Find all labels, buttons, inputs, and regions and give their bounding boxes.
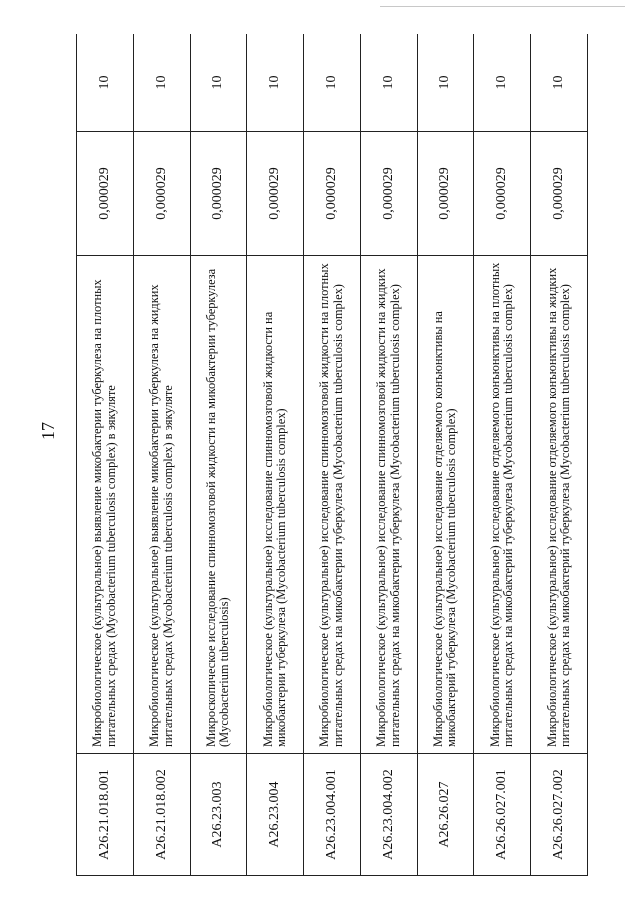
service-coefficient: 0,000029 [77,132,134,256]
service-name: Микробиологическое (культуральное) выявление микобактерии туберкулеза на плотных питательных средах (Mycobacterium tuberculosis complex) в эякуляте [77,256,134,754]
services-table [76,34,588,876]
service-code: A26.23.004.001 [304,754,361,876]
table-rotator [76,34,588,876]
table-row [247,34,304,876]
table-row [77,34,134,876]
service-coefficient: 0,000029 [474,132,531,256]
service-coefficient: 0,000029 [133,132,190,256]
service-name: Микробиологическое (культуральное) исследование отделяемого конъюнктивы на плотных питательных средах на микобактерий туберкулеза (Mycobacterium tuberculosis complex) [474,256,531,754]
service-coefficient: 0,000029 [417,132,474,256]
service-quantity: 10 [360,34,417,132]
scan-border-line [380,6,625,7]
service-name: Микробиологическое (культуральное) исследование отделяемого конъюнктивы на жидких питательных средах на микобактерий туберкулеза (Mycobacterium tuberculosis complex) [531,256,588,754]
service-name: Микробиологическое (культуральное) выявление микобактерии туберкулеза на жидких питательных средах (Mycobacterium tuberculosis complex) в эякуляте [133,256,190,754]
service-name: Микробиологическое (культуральное) исследование отделяемого конъюнктивы на микобактерий туберкулеза (Mycobacterium tuberculosis complex) [417,256,474,754]
service-code: A26.26.027.002 [531,754,588,876]
service-quantity: 10 [133,34,190,132]
service-code: A26.26.027 [417,754,474,876]
table-row [417,34,474,876]
service-name: Микробиологическое (культуральное) исследование спинномозговой жидкости на жидких питательных средах на микобактерии туберкулеза (Mycobacterium tuberculosis complex) [360,256,417,754]
rotated-table-sheet [76,34,588,876]
table-row [133,34,190,876]
service-code: A26.23.003 [190,754,247,876]
service-quantity: 10 [77,34,134,132]
table-row [474,34,531,876]
service-code: A26.21.018.001 [77,754,134,876]
service-quantity: 10 [417,34,474,132]
service-coefficient: 0,000029 [190,132,247,256]
service-name: Микроскопическое исследование спинномозговой жидкости на микобактерии туберкулеза (Mycobacterium tuberculosis) [190,256,247,754]
service-name: Микробиологическое (культуральное) исследование спинномозговой жидкости на плотных питательных средах на микобактерии туберкулеза (Mycobacterium tuberculosis complex) [304,256,361,754]
service-quantity: 10 [247,34,304,132]
service-coefficient: 0,000029 [304,132,361,256]
service-quantity: 10 [190,34,247,132]
page-number: 17 [38,422,58,440]
service-code: A26.23.004.002 [360,754,417,876]
table-row [304,34,361,876]
service-coefficient: 0,000029 [247,132,304,256]
service-quantity: 10 [474,34,531,132]
table-row [360,34,417,876]
service-code: A26.23.004 [247,754,304,876]
service-code: A26.21.018.002 [133,754,190,876]
service-name: Микробиологическое (культуральное) исследование спинномозговой жидкости на микобактерии туберкулеза (Mycobacterium tuberculosis complex) [247,256,304,754]
service-quantity: 10 [531,34,588,132]
service-code: A26.26.027.001 [474,754,531,876]
table-row [531,34,588,876]
service-coefficient: 0,000029 [531,132,588,256]
table-row [190,34,247,876]
service-coefficient: 0,000029 [360,132,417,256]
service-quantity: 10 [304,34,361,132]
